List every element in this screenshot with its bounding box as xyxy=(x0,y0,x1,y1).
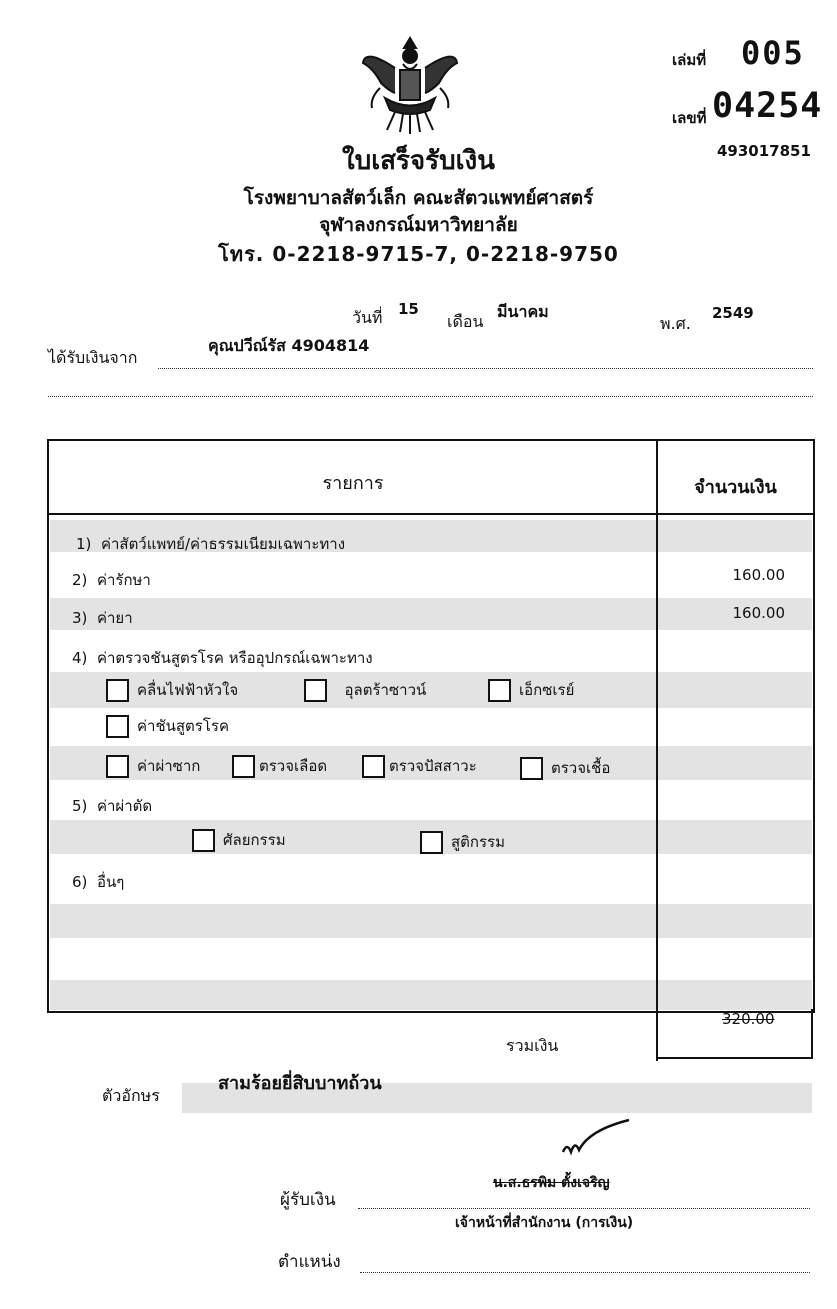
received-from-value: คุณปวีณ์รัส 4904814 xyxy=(208,336,370,355)
in-words-label: ตัวอักษร xyxy=(102,1086,160,1105)
checkbox-ultrasound[interactable]: อุลตร้าซาวน์ xyxy=(304,678,426,702)
table-row: 2) ค่ารักษา xyxy=(72,571,151,589)
garuda-seal-icon xyxy=(355,28,465,140)
checkbox-lab[interactable]: ค่าชันสูตรโรค xyxy=(106,714,229,738)
checkbox-icon[interactable] xyxy=(106,755,129,778)
checkbox-ekg[interactable]: คลื่นไฟฟ้าหัวใจ xyxy=(106,678,238,702)
table-row: 4) ค่าตรวจชันสูตรโรค หรืออุปกรณ์เฉพาะทาง xyxy=(72,649,373,667)
month-value: มีนาคม xyxy=(497,302,549,321)
row-label: อื่นๆ xyxy=(96,873,125,891)
day-label: วันที่ xyxy=(352,308,383,327)
row-label: ค่ายา xyxy=(96,609,133,627)
in-words-value: สามร้อยยี่สิบบาทถ้วน xyxy=(218,1073,382,1094)
signature-text xyxy=(548,1130,549,1131)
month-label: เดือน xyxy=(447,312,484,331)
org-phone: โทร. 0-2218-9715-7, 0-2218-9750 xyxy=(218,242,619,266)
org-name-line2: จุฬาลงกรณ์มหาวิทยาลัย xyxy=(319,214,518,236)
checkbox-icon[interactable] xyxy=(362,755,385,778)
number-label: เลขที่ xyxy=(672,109,707,127)
book-value: 005 xyxy=(741,34,805,72)
position-line xyxy=(360,1254,810,1273)
checkbox-urine[interactable]: ตรวจปัสสาวะ xyxy=(362,754,477,778)
checkbox-icon[interactable] xyxy=(304,679,327,702)
table-header-divider xyxy=(47,513,813,515)
table-row: 3) ค่ายา xyxy=(72,609,133,627)
row-label: ค่าผ่าตัด xyxy=(96,797,153,815)
table-row: 6) อื่นๆ xyxy=(72,873,125,891)
table-row: 1) ค่าสัตว์แพทย์/ค่าธรรมเนียมเฉพาะทาง xyxy=(76,535,346,553)
receiver-title: เจ้าหน้าที่สำนักงาน (การเงิน) xyxy=(455,1215,634,1231)
position-label: ตำแหน่ง xyxy=(278,1252,341,1272)
col-amount-header: จำนวนเงิน xyxy=(694,477,777,498)
checkbox-necropsy[interactable]: ค่าผ่าซาก xyxy=(106,754,200,778)
day-value: 15 xyxy=(398,300,419,318)
checkbox-icon[interactable] xyxy=(232,755,255,778)
receipt-title: ใบเสร็จรับเงิน xyxy=(342,146,495,176)
checkbox-icon[interactable] xyxy=(488,679,511,702)
checkbox-obstetrics[interactable]: สูติกรรม xyxy=(420,830,505,854)
checkbox-icon[interactable] xyxy=(520,757,543,780)
total-label: รวมเงิน xyxy=(506,1036,559,1055)
checkbox-xray[interactable]: เอ็กซเรย์ xyxy=(488,678,574,702)
checkbox-icon[interactable] xyxy=(420,831,443,854)
row-label: ค่าสัตว์แพทย์/ค่าธรรมเนียมเฉพาะทาง xyxy=(100,535,346,553)
received-from-label: ได้รับเงินจาก xyxy=(48,348,138,367)
row-amount: 160.00 xyxy=(732,566,785,584)
org-name-line1: โรงพยาบาลสัตว์เล็ก คณะสัตวแพทย์ศาสตร์ xyxy=(243,187,594,209)
checkbox-icon[interactable] xyxy=(106,715,129,738)
total-amount: 320.00 xyxy=(722,1010,775,1028)
table-column-divider xyxy=(656,441,658,1061)
year-value: 2549 xyxy=(712,304,754,322)
checkbox-icon[interactable] xyxy=(192,829,215,852)
checkbox-blood[interactable]: ตรวจเลือด xyxy=(232,754,327,778)
row-label: ค่าตรวจชันสูตรโรค หรืออุปกรณ์เฉพาะทาง xyxy=(96,649,373,667)
signature-scribble-icon xyxy=(555,1114,635,1164)
row-label: ค่ารักษา xyxy=(96,571,151,589)
serial-number: 493017851 xyxy=(717,142,811,160)
number-value: 04254 xyxy=(712,86,823,126)
row-amount: 160.00 xyxy=(732,604,785,622)
receiver-label: ผู้รับเงิน xyxy=(280,1190,336,1210)
checkbox-culture[interactable]: ตรวจเชื้อ xyxy=(520,756,610,780)
receiver-name: น.ส.ธรพิม ตั้งเจริญ xyxy=(493,1175,610,1191)
table-row: 5) ค่าผ่าตัด xyxy=(72,797,153,815)
checkbox-surgery[interactable]: ศัลยกรรม xyxy=(192,828,286,852)
received-from-line-2 xyxy=(48,378,813,397)
year-label: พ.ศ. xyxy=(660,314,691,333)
book-label: เล่มที่ xyxy=(672,51,707,69)
checkbox-icon[interactable] xyxy=(106,679,129,702)
col-items-header: รายการ xyxy=(322,473,384,494)
